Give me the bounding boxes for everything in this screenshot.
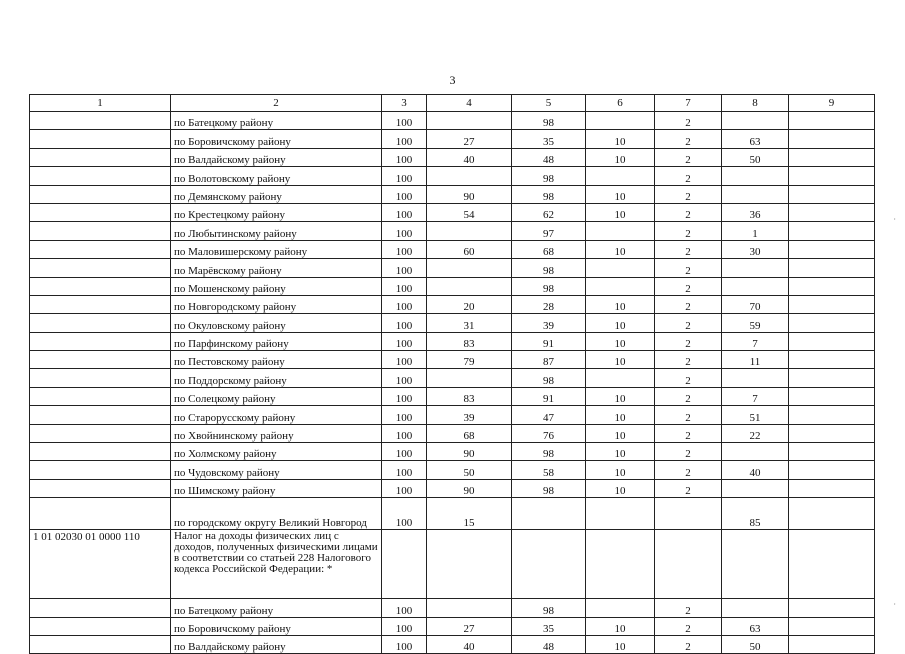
table-cell-col9: [789, 314, 875, 332]
table-cell-col2: по Хвойнинскому району: [171, 424, 382, 442]
table-cell-col7: 2: [655, 424, 722, 442]
table-cell-col4: 31: [427, 314, 512, 332]
table-cell-col7: 2: [655, 479, 722, 497]
table-row: [30, 530, 875, 599]
table-cell-col6: 10: [586, 424, 655, 442]
table-cell-col5: [512, 530, 586, 599]
table-cell-col7: 2: [655, 617, 722, 635]
table-cell-col5: 28: [512, 295, 586, 313]
table-cell-col2: по Старорусскому району: [171, 406, 382, 424]
table-cell-col2: по Батецкому району: [171, 112, 382, 130]
table-cell-col4: 50: [427, 461, 512, 479]
table-cell-col5: 98: [512, 112, 586, 130]
table-cell-col1: [30, 167, 171, 185]
table-cell-col7: 2: [655, 277, 722, 295]
table-cell-col4: 15: [427, 498, 512, 530]
table-cell-col1: [30, 635, 171, 653]
table-cell-col2: по Маловишерскому району: [171, 240, 382, 258]
table-cell-col8: 22: [722, 424, 789, 442]
table-cell-col1: [30, 148, 171, 166]
table-cell-col9: [789, 185, 875, 203]
table-cell-col1: [30, 406, 171, 424]
budget-distribution-table: [29, 94, 875, 654]
table-cell-col8: 85: [722, 498, 789, 530]
table-row: [30, 332, 875, 350]
table-cell-col1: [30, 222, 171, 240]
table-cell-col3: 100: [382, 314, 427, 332]
table-cell-col2: по Боровичскому району: [171, 130, 382, 148]
table-row: [30, 112, 875, 130]
table-cell-col1: [30, 130, 171, 148]
table-cell-col9: [789, 351, 875, 369]
table-cell-col7: 2: [655, 314, 722, 332]
table-cell-col1: [30, 424, 171, 442]
table-cell-col3: 100: [382, 599, 427, 617]
table-cell-col6: [586, 369, 655, 387]
table-cell-col5: 98: [512, 479, 586, 497]
table-row: [30, 222, 875, 240]
table-cell-col5: 48: [512, 148, 586, 166]
table-cell-col6: 10: [586, 461, 655, 479]
table-cell-col8: 50: [722, 148, 789, 166]
table-cell-col1: [30, 314, 171, 332]
table-cell-col7: 2: [655, 443, 722, 461]
table-cell-col3: 100: [382, 222, 427, 240]
column-header-6: 6: [586, 95, 655, 112]
table-cell-col4: [427, 599, 512, 617]
table-row: [30, 599, 875, 617]
table-cell-col7: 2: [655, 185, 722, 203]
table-cell-col4: 60: [427, 240, 512, 258]
table-row: [30, 314, 875, 332]
table-cell-col1: [30, 240, 171, 258]
table-cell-col4: 20: [427, 295, 512, 313]
table-cell-col3: 100: [382, 424, 427, 442]
table-row: [30, 148, 875, 166]
table-cell-col6: 10: [586, 295, 655, 313]
column-header-7: 7: [655, 95, 722, 112]
table-cell-col5: 35: [512, 130, 586, 148]
table-cell-col2: по Мошенскому району: [171, 277, 382, 295]
table-cell-col2: по городскому округу Великий Новгород: [171, 498, 382, 530]
table-cell-col4: [427, 530, 512, 599]
table-cell-col2: по Пестовскому району: [171, 351, 382, 369]
table-cell-col1: [30, 387, 171, 405]
table-cell-col3: 100: [382, 112, 427, 130]
table-cell-col8: 51: [722, 406, 789, 424]
table-cell-col7: 2: [655, 130, 722, 148]
table-row: [30, 277, 875, 295]
table-cell-col4: 90: [427, 185, 512, 203]
table-cell-col5: 58: [512, 461, 586, 479]
table-cell-col1: [30, 351, 171, 369]
table-row: [30, 406, 875, 424]
table-cell-col9: [789, 203, 875, 221]
table-cell-col2: Налог на доходы физических лиц с доходов, полученных физическими лицами в соответствии со статьей 228 Налогового кодекса Российской Федерации: *: [171, 530, 382, 599]
table-cell-col6: 10: [586, 240, 655, 258]
table-cell-col3: [382, 530, 427, 599]
table-cell-col4: [427, 112, 512, 130]
table-cell-col3: 100: [382, 498, 427, 530]
table-cell-col6: [586, 498, 655, 530]
table-cell-col1: [30, 332, 171, 350]
table-cell-col3: 100: [382, 148, 427, 166]
table-cell-col2: по Боровичскому району: [171, 617, 382, 635]
column-header-4: 4: [427, 95, 512, 112]
table-cell-col2: по Батецкому району: [171, 599, 382, 617]
table-cell-col1: [30, 203, 171, 221]
table-cell-col2: по Холмскому району: [171, 443, 382, 461]
column-header-2: 2: [171, 95, 382, 112]
column-header-8: 8: [722, 95, 789, 112]
table-row: [30, 461, 875, 479]
table-cell-col6: 10: [586, 406, 655, 424]
table-row: [30, 295, 875, 313]
table-cell-col9: [789, 112, 875, 130]
table-cell-col4: [427, 222, 512, 240]
table-cell-col6: 10: [586, 635, 655, 653]
table-cell-col5: 98: [512, 185, 586, 203]
table-cell-col5: 68: [512, 240, 586, 258]
table-cell-col3: 100: [382, 332, 427, 350]
table-cell-col5: 98: [512, 599, 586, 617]
table-cell-col2: по Чудовскому району: [171, 461, 382, 479]
table-cell-col4: 40: [427, 148, 512, 166]
table-cell-col8: 7: [722, 387, 789, 405]
table-cell-col5: 98: [512, 277, 586, 295]
table-cell-col4: [427, 259, 512, 277]
table-cell-col5: 35: [512, 617, 586, 635]
table-cell-col6: [586, 277, 655, 295]
table-cell-col8: 40: [722, 461, 789, 479]
table-cell-col4: [427, 277, 512, 295]
table-cell-col2: по Крестецкому району: [171, 203, 382, 221]
table-cell-col9: [789, 130, 875, 148]
table-row: [30, 240, 875, 258]
table-cell-col3: 100: [382, 277, 427, 295]
table-cell-col5: [512, 498, 586, 530]
table-cell-col8: 63: [722, 130, 789, 148]
table-cell-col2: по Окуловскому району: [171, 314, 382, 332]
page-number: 3: [449, 73, 456, 87]
table-cell-col6: [586, 112, 655, 130]
table-cell-col5: 91: [512, 387, 586, 405]
table-cell-col8: 1: [722, 222, 789, 240]
table-cell-col8: 36: [722, 203, 789, 221]
column-header-5: 5: [512, 95, 586, 112]
table-cell-col5: 97: [512, 222, 586, 240]
table-row: [30, 259, 875, 277]
table-cell-col8: 11: [722, 351, 789, 369]
table-cell-col9: [789, 635, 875, 653]
table-cell-col6: [586, 530, 655, 599]
table-cell-col9: [789, 259, 875, 277]
table-cell-col4: 79: [427, 351, 512, 369]
table-cell-col5: 98: [512, 369, 586, 387]
table-row: [30, 351, 875, 369]
table-cell-col6: 10: [586, 332, 655, 350]
table-cell-col6: 10: [586, 387, 655, 405]
table-cell-col4: 68: [427, 424, 512, 442]
table-cell-col7: 2: [655, 369, 722, 387]
table-cell-col9: [789, 369, 875, 387]
table-cell-col3: 100: [382, 369, 427, 387]
table-cell-col3: 100: [382, 617, 427, 635]
table-cell-col6: 10: [586, 479, 655, 497]
table-cell-col3: 100: [382, 635, 427, 653]
table-cell-col3: 100: [382, 461, 427, 479]
table-header-row: [30, 95, 875, 112]
table-cell-col8: 30: [722, 240, 789, 258]
table-cell-col9: [789, 167, 875, 185]
table-cell-col3: 100: [382, 203, 427, 221]
table-row: [30, 130, 875, 148]
table-cell-col7: 2: [655, 387, 722, 405]
table-row: [30, 479, 875, 497]
table-cell-col4: 40: [427, 635, 512, 653]
table-cell-col6: 10: [586, 351, 655, 369]
table-cell-col9: [789, 424, 875, 442]
table-cell-col5: 39: [512, 314, 586, 332]
table-cell-col8: 50: [722, 635, 789, 653]
table-cell-col8: [722, 479, 789, 497]
table-cell-col6: [586, 222, 655, 240]
table-row: [30, 443, 875, 461]
table-cell-col1: [30, 112, 171, 130]
table-cell-col7: [655, 498, 722, 530]
table-cell-col3: 100: [382, 185, 427, 203]
table-cell-col1: [30, 498, 171, 530]
table-cell-col3: 100: [382, 351, 427, 369]
table-cell-col7: 2: [655, 406, 722, 424]
table-cell-col6: [586, 599, 655, 617]
table-cell-col9: [789, 443, 875, 461]
scan-edge-mark: ·: [893, 215, 896, 224]
table-cell-col5: 98: [512, 259, 586, 277]
table-cell-col6: 10: [586, 148, 655, 166]
table-cell-col3: 100: [382, 130, 427, 148]
table-cell-col2: по Марёвскому району: [171, 259, 382, 277]
table-cell-col3: 100: [382, 387, 427, 405]
table-cell-col2: по Парфинскому району: [171, 332, 382, 350]
table-cell-col8: [722, 277, 789, 295]
table-cell-col4: 27: [427, 130, 512, 148]
table-cell-col5: 87: [512, 351, 586, 369]
scan-edge-mark: ·: [893, 600, 896, 609]
table-row: [30, 387, 875, 405]
table-cell-col1: [30, 443, 171, 461]
table-cell-col9: [789, 148, 875, 166]
table-cell-col3: 100: [382, 259, 427, 277]
table-cell-col8: [722, 530, 789, 599]
table-cell-col7: 2: [655, 332, 722, 350]
table-cell-col9: [789, 277, 875, 295]
table-cell-col8: [722, 185, 789, 203]
table-row: [30, 203, 875, 221]
table-cell-col6: [586, 259, 655, 277]
table-cell-col8: [722, 443, 789, 461]
table-row: [30, 617, 875, 635]
table-cell-col2: по Шимскому району: [171, 479, 382, 497]
table-cell-col3: 100: [382, 240, 427, 258]
column-header-9: 9: [789, 95, 875, 112]
table-cell-col6: 10: [586, 185, 655, 203]
table-cell-col7: 2: [655, 203, 722, 221]
table-cell-col9: [789, 461, 875, 479]
table-cell-col7: 2: [655, 112, 722, 130]
table-cell-col2: по Волотовскому району: [171, 167, 382, 185]
table-cell-col9: [789, 332, 875, 350]
table-cell-col1: [30, 617, 171, 635]
table-row: [30, 369, 875, 387]
table-cell-col4: 83: [427, 332, 512, 350]
table-cell-col1: [30, 295, 171, 313]
table-cell-col8: 70: [722, 295, 789, 313]
table-cell-col1: [30, 461, 171, 479]
table-cell-col9: [789, 240, 875, 258]
table-cell-col6: 10: [586, 617, 655, 635]
table-cell-col9: [789, 479, 875, 497]
column-header-3: 3: [382, 95, 427, 112]
table-cell-col2: по Валдайскому району: [171, 148, 382, 166]
table-cell-col9: [789, 530, 875, 599]
table-cell-col7: 2: [655, 351, 722, 369]
table-cell-col5: 47: [512, 406, 586, 424]
table-cell-col6: [586, 167, 655, 185]
table-cell-col5: 76: [512, 424, 586, 442]
table-cell-col3: 100: [382, 443, 427, 461]
table-cell-col1: [30, 369, 171, 387]
table-cell-col8: [722, 369, 789, 387]
table-cell-col9: [789, 222, 875, 240]
table-row: [30, 167, 875, 185]
table-cell-col8: 63: [722, 617, 789, 635]
table-cell-col4: 90: [427, 443, 512, 461]
table-cell-col3: 100: [382, 295, 427, 313]
table-cell-col1: [30, 599, 171, 617]
table-cell-col7: 2: [655, 635, 722, 653]
table-cell-col8: [722, 599, 789, 617]
table-cell-col6: 10: [586, 314, 655, 332]
table-cell-col1: 1 01 02030 01 0000 110: [30, 530, 171, 599]
table-cell-col7: 2: [655, 148, 722, 166]
table-cell-col5: 98: [512, 443, 586, 461]
table-cell-col8: [722, 167, 789, 185]
table-cell-col9: [789, 599, 875, 617]
column-header-1: 1: [30, 95, 171, 112]
table-row: [30, 424, 875, 442]
table-cell-col8: [722, 112, 789, 130]
table-cell-col1: [30, 185, 171, 203]
table-row: [30, 185, 875, 203]
table-cell-col4: 54: [427, 203, 512, 221]
table-cell-col4: 39: [427, 406, 512, 424]
table-cell-col4: [427, 167, 512, 185]
table-cell-col5: 91: [512, 332, 586, 350]
table-cell-col2: по Валдайскому району: [171, 635, 382, 653]
table-cell-col9: [789, 295, 875, 313]
table-body: [30, 95, 875, 654]
table-cell-col3: 100: [382, 167, 427, 185]
table-cell-col9: [789, 498, 875, 530]
table-cell-col6: 10: [586, 443, 655, 461]
table-cell-col3: 100: [382, 406, 427, 424]
table-cell-col7: 2: [655, 240, 722, 258]
table-cell-col7: 2: [655, 599, 722, 617]
table-cell-col7: [655, 530, 722, 599]
table-row: [30, 498, 875, 530]
table-cell-col7: 2: [655, 259, 722, 277]
table-cell-col3: 100: [382, 479, 427, 497]
table-cell-col8: 59: [722, 314, 789, 332]
table-cell-col7: 2: [655, 461, 722, 479]
table-cell-col7: 2: [655, 167, 722, 185]
table-cell-col9: [789, 617, 875, 635]
table-cell-col8: 7: [722, 332, 789, 350]
table-cell-col9: [789, 406, 875, 424]
table-cell-col2: по Поддорскому району: [171, 369, 382, 387]
table-cell-col4: 83: [427, 387, 512, 405]
table-cell-col5: 62: [512, 203, 586, 221]
table-cell-col5: 98: [512, 167, 586, 185]
table-cell-col2: по Любытинскому району: [171, 222, 382, 240]
table-row: [30, 635, 875, 653]
table-cell-col1: [30, 479, 171, 497]
table-cell-col4: 90: [427, 479, 512, 497]
table-cell-col2: по Демянскому району: [171, 185, 382, 203]
table-cell-col1: [30, 259, 171, 277]
table-cell-col8: [722, 259, 789, 277]
table-cell-col2: по Солецкому району: [171, 387, 382, 405]
table-cell-col6: 10: [586, 203, 655, 221]
table-cell-col2: по Новгородскому району: [171, 295, 382, 313]
table-cell-col6: 10: [586, 130, 655, 148]
table-cell-col7: 2: [655, 295, 722, 313]
table-cell-col5: 48: [512, 635, 586, 653]
table-cell-col1: [30, 277, 171, 295]
table-cell-col7: 2: [655, 222, 722, 240]
table-cell-col9: [789, 387, 875, 405]
table-cell-col4: [427, 369, 512, 387]
table-cell-col4: 27: [427, 617, 512, 635]
